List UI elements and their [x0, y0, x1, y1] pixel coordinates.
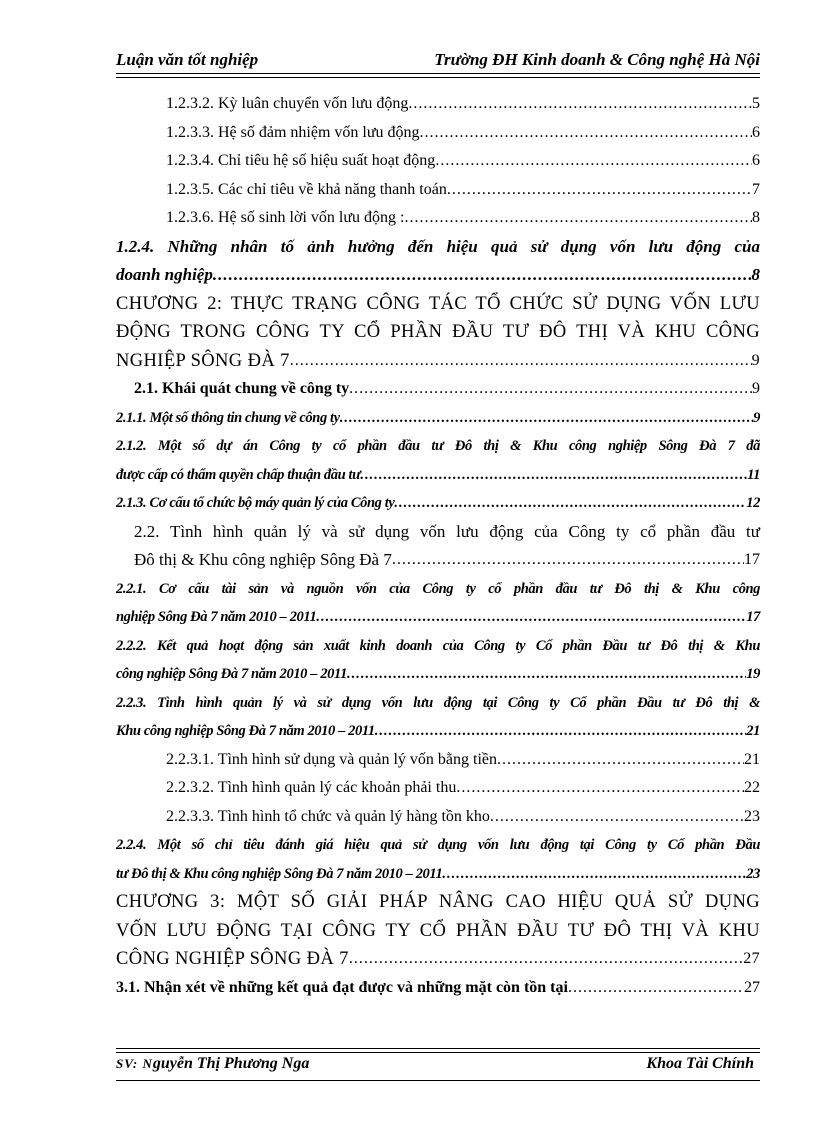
toc-entry[interactable]: [116, 974, 760, 1003]
toc-entry-title: 2.2.3.2. Tình hình quản lý các khoản phải thu: [166, 779, 457, 796]
toc-entry-page: 9: [753, 409, 760, 426]
toc-entry-page: 17: [744, 551, 760, 568]
toc-entry-page: 6: [752, 123, 760, 141]
toc-entry-page: 27: [743, 950, 760, 967]
toc-leader-dots: [316, 603, 746, 632]
toc-leader-dots: [290, 347, 752, 376]
toc-entry-page: 27: [744, 978, 760, 996]
toc-entry-page: 5: [752, 95, 760, 112]
toc-entry-title: 1.2.3.3. Hệ số đảm nhiệm vốn lưu động: [166, 123, 420, 141]
toc-entry[interactable]: [116, 204, 760, 233]
footer-divider: [116, 1048, 760, 1053]
toc-leader-dots: [408, 90, 752, 119]
toc-leader-dots: [349, 375, 752, 404]
toc-leader-dots: [347, 660, 746, 689]
toc-entry-page: 12: [746, 495, 760, 511]
toc-entry-title-line1: 2.2.4. Một số chỉ tiêu đánh giá hiệu quả sử dụng vốn lưu động tại Công ty Cổ phần Đầu: [116, 837, 760, 853]
toc-entry-title: 2.1.3. Cơ cấu tổ chức bộ máy quản lý của Công ty: [116, 495, 395, 511]
toc-entry[interactable]: [116, 90, 760, 119]
toc-entry-title: 1.2.3.2. Kỳ luân chuyển vốn lưu động: [166, 95, 409, 112]
toc-entry[interactable]: [116, 489, 760, 518]
toc-entry-title: NGHIỆP SÔNG ĐÀ 7: [116, 350, 290, 371]
toc-entry[interactable]: [116, 575, 760, 632]
chapter-title-line2: ĐỘNG TRONG CÔNG TY CỔ PHẦN ĐẦU TƯ ĐÔ THỊ VÀ KHU CÔNG: [116, 322, 760, 342]
toc-leader-dots: [360, 461, 747, 490]
toc-entry-title-line1: 2.2.1. Cơ cấu tài sản và nguồn vốn của Công ty cổ phần đầu tư Đô thị & Khu công: [116, 580, 760, 597]
toc-entry-title: 1.2.3.4. Chỉ tiêu hệ số hiệu suất hoạt động: [166, 152, 436, 169]
toc-entry-page: 8: [752, 209, 760, 226]
footer-faculty: Khoa Tài Chính: [646, 1055, 754, 1072]
chapter-title-line2: VỐN LƯU ĐỘNG TẠI CÔNG TY CỔ PHẦN ĐẦU TƯ ĐÔ THỊ VÀ KHU: [116, 920, 760, 941]
toc-leader-dots: [420, 119, 752, 148]
toc-entry-title: công nghiệp Sông Đà 7 năm 2010 – 2011: [116, 666, 347, 682]
toc-entry-title-line1: 2.2.3. Tình hình quản lý và sử dụng vốn lưu động tại Công ty Cổ phần Đầu tư Đô thị &: [116, 694, 760, 711]
toc-entry-title: tư Đô thị & Khu công nghiệp Sông Đà 7 năm 2010 – 2011: [116, 865, 443, 882]
toc-entry-title: được cấp có thẩm quyền chấp thuận đầu tư: [116, 466, 361, 483]
toc-entry-page: 9: [751, 351, 760, 369]
toc-entry-page: 22: [744, 779, 760, 796]
toc-entry[interactable]: [116, 404, 760, 433]
toc-entry[interactable]: [116, 375, 760, 404]
toc-leader-dots: [404, 204, 752, 233]
toc-entry-title: Khu công nghiệp Sông Đà 7 năm 2010 – 2011: [116, 723, 375, 739]
toc-entry-title: 1.2.3.5. Các chỉ tiêu về khả năng thanh toán: [166, 180, 447, 198]
toc-entry-page: 23: [746, 865, 760, 882]
toc-leader-dots: [349, 945, 743, 974]
toc-entry-page: 11: [747, 466, 760, 483]
table-of-contents: [116, 90, 760, 1002]
toc-entry-title-line1: 1.2.4. Những nhân tố ảnh hưởng đến hiệu quả sử dụng vốn lưu động của: [116, 236, 760, 256]
toc-entry-page: 17: [746, 609, 760, 625]
toc-entry[interactable]: [116, 803, 760, 832]
toc-chapter-2[interactable]: [116, 290, 760, 376]
toc-entry[interactable]: [116, 831, 760, 888]
toc-leader-dots: [490, 803, 744, 832]
toc-entry-title: 1.2.3.6. Hệ số sinh lời vốn lưu động :: [166, 209, 405, 226]
header-divider: [116, 73, 760, 78]
footer-sv-label: SV: N: [116, 1056, 153, 1071]
toc-entry[interactable]: [116, 746, 760, 775]
toc-entry-page: 6: [752, 152, 760, 169]
toc-entry[interactable]: [116, 774, 760, 803]
toc-entry-page: 21: [746, 723, 760, 739]
toc-entry-title: doanh nghiệp: [116, 265, 213, 284]
toc-entry-title: nghiệp Sông Đà 7 năm 2010 – 2011: [116, 609, 317, 625]
toc-entry-title: 2.1.1. Một số thông tin chung về công ty: [116, 409, 340, 426]
footer-bottom-rule: [116, 1080, 760, 1081]
chapter-title-line1: CHƯƠNG 3: MỘT SỐ GIẢI PHÁP NÂNG CAO HIỆU QUẢ SỬ DỤNG: [116, 892, 760, 912]
toc-entry-title-line1: 2.2. Tình hình quản lý và sử dụng vốn lưu động của Công ty cổ phần đầu tư: [134, 521, 760, 541]
toc-entry-page: 9: [752, 380, 760, 397]
header-thesis-label: Luận văn tốt nghiệp: [116, 50, 259, 69]
toc-entry-title: 2.2.3.1. Tình hình sử dụng và quản lý vốn bằng tiền: [166, 750, 498, 768]
toc-entry-title: 2.1. Khái quát chung về công ty: [134, 380, 350, 397]
toc-leader-dots: [456, 774, 744, 803]
toc-leader-dots: [340, 404, 753, 433]
toc-entry[interactable]: [116, 176, 760, 205]
toc-leader-dots: [497, 746, 744, 775]
toc-entry-page: 23: [744, 807, 760, 825]
toc-entry-title: Đô thị & Khu công nghiệp Sông Đà 7: [134, 550, 392, 569]
toc-entry[interactable]: [116, 632, 760, 689]
toc-leader-dots: [435, 147, 752, 176]
toc-entry-title: CÔNG NGHIỆP SÔNG ĐÀ 7: [116, 949, 349, 969]
toc-entry-title: 3.1. Nhận xét về những kết quả đạt được và những mặt còn tồn tại: [116, 978, 568, 996]
toc-entry-page: 8: [751, 265, 760, 284]
toc-leader-dots: [213, 261, 752, 290]
footer-student: [116, 1055, 309, 1073]
page-footer: [116, 1055, 760, 1077]
toc-leader-dots: [568, 974, 744, 1003]
toc-entry[interactable]: [116, 233, 760, 290]
page-header: [116, 50, 760, 72]
toc-entry-page: 7: [752, 180, 760, 198]
toc-entry-page: 21: [744, 750, 760, 768]
toc-entry-title-line1: 2.2.2. Kết quả hoạt động sản xuất kinh doanh của Công ty Cổ phần Đầu tư Đô thị & Khu: [116, 637, 760, 654]
toc-entry-title: 2.2.3.3. Tình hình tổ chức và quản lý hàng tồn kho: [166, 807, 490, 825]
toc-chapter-3[interactable]: [116, 888, 760, 974]
toc-entry[interactable]: [116, 147, 760, 176]
toc-entry-page: 19: [746, 666, 760, 682]
toc-leader-dots: [447, 176, 752, 205]
header-university: Trường ĐH Kinh doanh & Công nghệ Hà Nội: [434, 50, 760, 69]
toc-entry[interactable]: [116, 518, 760, 575]
toc-leader-dots: [442, 860, 746, 889]
footer-student-name: guyễn Thị Phương Nga: [152, 1055, 310, 1072]
toc-leader-dots: [394, 489, 746, 518]
chapter-title-line1: CHƯƠNG 2: THỰC TRẠNG CÔNG TÁC TỔ CHỨC SỬ DỤNG VỐN LƯU: [116, 293, 760, 314]
toc-leader-dots: [375, 717, 747, 746]
toc-entry[interactable]: [116, 119, 760, 148]
toc-entry[interactable]: [116, 432, 760, 489]
toc-entry[interactable]: [116, 689, 760, 746]
toc-entry-title-line1: 2.1.2. Một số dự án Công ty cổ phần đầu tư Đô thị & Khu công nghiệp Sông Đà 7 đã: [116, 438, 760, 454]
toc-leader-dots: [392, 546, 744, 575]
